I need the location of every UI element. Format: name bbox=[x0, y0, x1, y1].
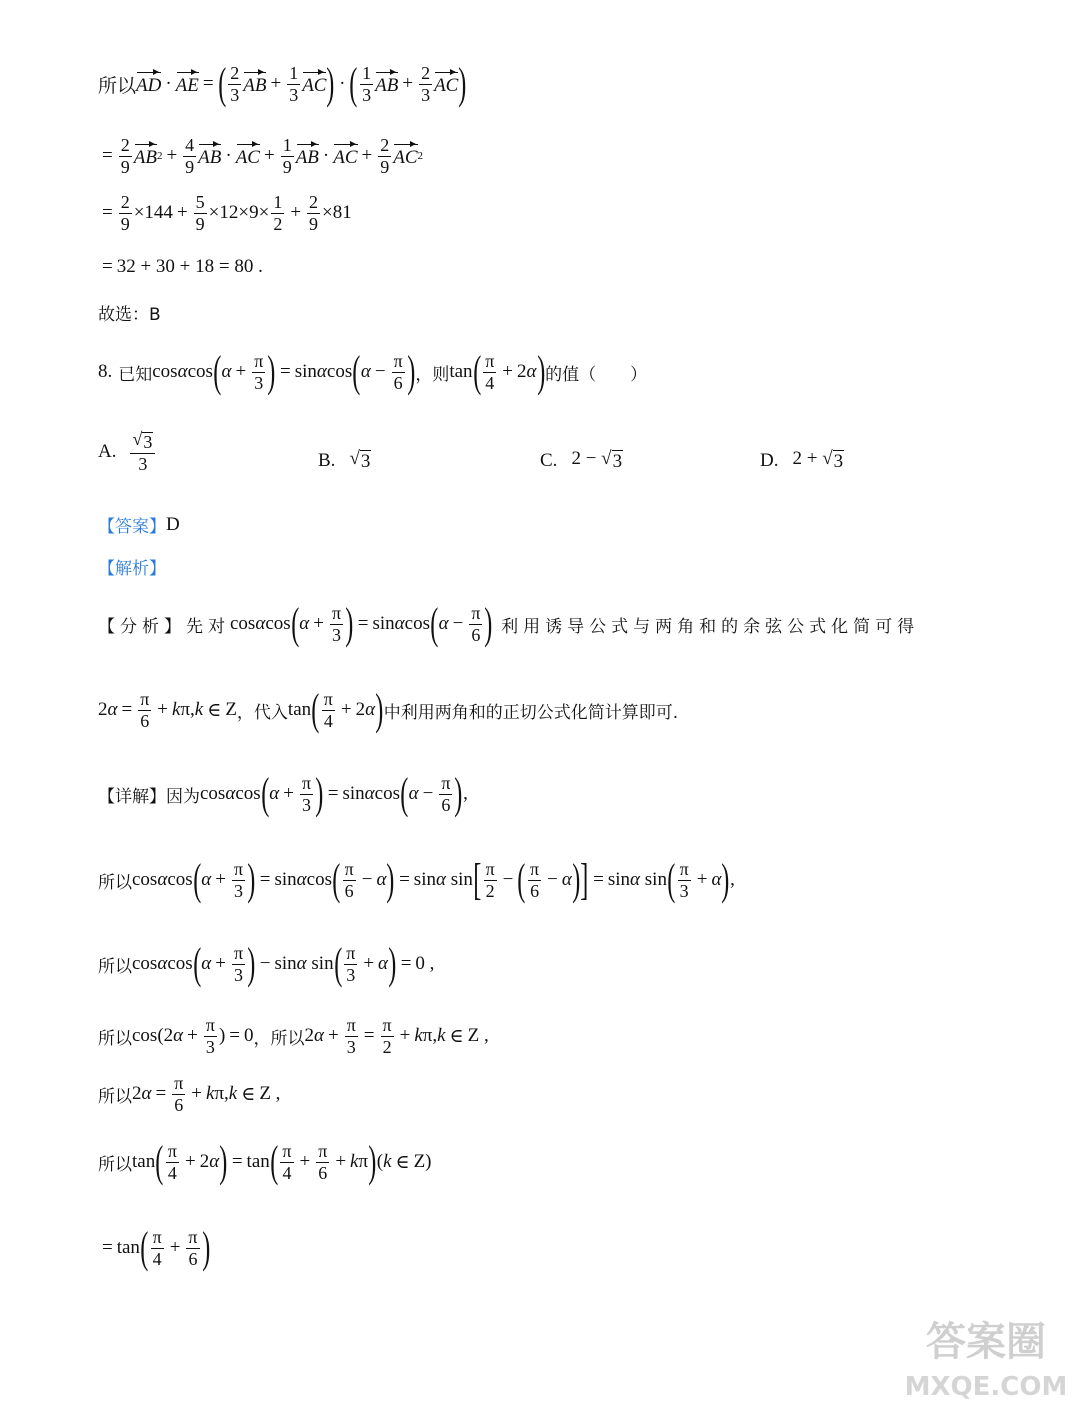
step-prefix: 所以 bbox=[98, 1154, 132, 1175]
step-line-4 bbox=[98, 1074, 280, 1115]
answer-value: D bbox=[166, 513, 180, 535]
option-c-value: 2 − √ 3 bbox=[571, 448, 623, 472]
math-expression: 2 α = $\frac{\pi}{6}$ + k π, k ∈ Z , bbox=[132, 1073, 281, 1115]
step-line-3 bbox=[98, 1016, 489, 1057]
answer-tag: 【答案】 bbox=[98, 517, 166, 537]
step-line-2 bbox=[98, 939, 435, 988]
analysis-tag: 【解析】 bbox=[98, 559, 166, 579]
analysis-line bbox=[98, 554, 166, 579]
fenxi-text: 中利用两角和的正切公式化简计算即可. bbox=[383, 702, 679, 723]
math-expression: = $\frac{2}{9}$ ×144 + $\frac{5}{9}$ ×12×9× $\frac{1}{2}$ + $\frac{2}{9}$ ×81 bbox=[102, 192, 352, 234]
math-expression: cos α cos ( α + $\frac{\pi}{3}$ ) = sin α cos ( α − $\frac{\pi}{6}$ ) bbox=[152, 347, 416, 396]
option-d-value: 2 + √ 3 bbox=[792, 448, 844, 472]
math-expression: cos α cos ( α + $\frac{\pi}{3}$ ) = sin α cos ( α − $\frac{\pi}{6}$ ) bbox=[230, 599, 493, 648]
step-prefix: 所以 bbox=[98, 956, 132, 977]
step-prefix: 所以 bbox=[98, 872, 132, 893]
math-expression: cos α cos ( α + $\frac{\pi}{3}$ ) = sin α cos ( $\frac{\pi}{6}$ − α ) = sin α sin [ $\frac{\pi}{2}$ − ( $\frac{\pi}{6}$ − α ) ] = sin α sin ( $\frac{\pi}{3}$ + α ) , bbox=[132, 855, 735, 904]
question-number: 8. bbox=[98, 361, 113, 382]
math-expression: tan ( $\frac{\pi}{4}$ + 2 α ) bbox=[287, 685, 384, 734]
option-b-label: B. bbox=[318, 449, 336, 471]
question-tail: 的值（ ） bbox=[545, 364, 648, 385]
option-a[interactable] bbox=[98, 430, 157, 474]
math-expression: = $\frac{2}{9}$ AB 2 + $\frac{4}{9}$ AB · AC + $\frac{1}{9}$ AB · AC + $\frac{2}{9}$ AC 2 bbox=[102, 135, 424, 177]
math-expression: = 32 + 30 + 18 = 80 . bbox=[102, 256, 263, 277]
fenxi-text: 先对 bbox=[186, 616, 230, 637]
xiangjie-line bbox=[98, 769, 468, 818]
eq-line-3 bbox=[98, 193, 352, 234]
step-prefix: ，所以 bbox=[253, 1028, 305, 1049]
math-expression: tan ( $\frac{\pi}{4}$ + 2 α ) = tan ( $\frac{\pi}{4}$ + $\frac{\pi}{6}$ + k π ) ( k ∈ Z) bbox=[132, 1137, 432, 1186]
fenxi-text: ，代入 bbox=[236, 702, 288, 723]
step-prefix: 所以 bbox=[98, 1028, 132, 1049]
math-expression: cos(2 α + $\frac{\pi}{3}$ ) = 0 bbox=[132, 1015, 254, 1057]
math-expression: AD · AE = ( $\frac{2}{3}$ AB + $\frac{1}{3}$ AC ) · ( $\frac{1}{3}$ AB + $\frac{2}{3}$ AC ) bbox=[136, 59, 467, 108]
option-b[interactable] bbox=[318, 448, 371, 473]
conclusion-text: 故选：B bbox=[98, 305, 161, 325]
math-expression: = tan ( $\frac{\pi}{4}$ + $\frac{\pi}{6}$ ) bbox=[102, 1223, 210, 1272]
question-8 bbox=[98, 347, 648, 396]
math-expression: cos α cos ( α + $\frac{\pi}{3}$ ) = sin α cos ( α − $\frac{\pi}{6}$ ) , bbox=[200, 769, 468, 818]
eq-line-1 bbox=[98, 59, 467, 108]
watermark-text-top: 答案圈 bbox=[926, 1319, 1046, 1365]
xiangjie-tag: 【详解】 bbox=[98, 786, 166, 807]
step-prefix: 所以 bbox=[98, 1086, 132, 1107]
fenxi-tag: 【分析】 bbox=[98, 616, 186, 637]
math-expression: cos α cos ( α + $\frac{\pi}{3}$ ) − sin α sin ( $\frac{\pi}{3}$ + α ) = 0 , bbox=[132, 939, 435, 988]
step-line-6 bbox=[98, 1223, 210, 1272]
eq-line-2 bbox=[98, 136, 423, 177]
question-then: ，则 bbox=[415, 364, 450, 385]
watermark-text-bottom: MXQE.COM bbox=[906, 1372, 1066, 1402]
option-d[interactable] bbox=[760, 448, 844, 473]
eq-line-4 bbox=[98, 256, 263, 278]
option-d-label: D. bbox=[760, 449, 779, 471]
fenxi-text: 利用诱导公式与两角和的余弦公式化简可得 bbox=[501, 616, 920, 637]
watermark-logo bbox=[906, 1309, 1066, 1405]
watermark-graphic bbox=[906, 1309, 1066, 1405]
fenxi-line-2 bbox=[98, 685, 679, 734]
step-line-1 bbox=[98, 855, 735, 904]
math-expression: tan ( $\frac{\pi}{4}$ + 2 α ) bbox=[449, 347, 545, 396]
option-c[interactable] bbox=[540, 448, 623, 473]
math-expression: 2 α = $\frac{\pi}{6}$ + k π, k ∈ Z bbox=[98, 688, 237, 731]
math-expression: 2 α + $\frac{\pi}{3}$ = $\frac{\pi}{2}$ + k π, k ∈ Z , bbox=[304, 1015, 489, 1057]
xiangjie-text: 因为 bbox=[166, 786, 200, 807]
step-line-5 bbox=[98, 1137, 432, 1186]
prefix-text: 所以 bbox=[98, 75, 137, 97]
question-stem: 已知 bbox=[118, 364, 153, 385]
option-a-value: √ 3 3 bbox=[130, 430, 155, 474]
answer-line bbox=[98, 512, 180, 537]
option-b-value: √ 3 bbox=[349, 448, 371, 472]
option-a-label: A. bbox=[98, 440, 117, 462]
fenxi-line-1 bbox=[98, 599, 920, 648]
conclusion-line bbox=[98, 300, 161, 325]
option-c-label: C. bbox=[540, 449, 558, 471]
